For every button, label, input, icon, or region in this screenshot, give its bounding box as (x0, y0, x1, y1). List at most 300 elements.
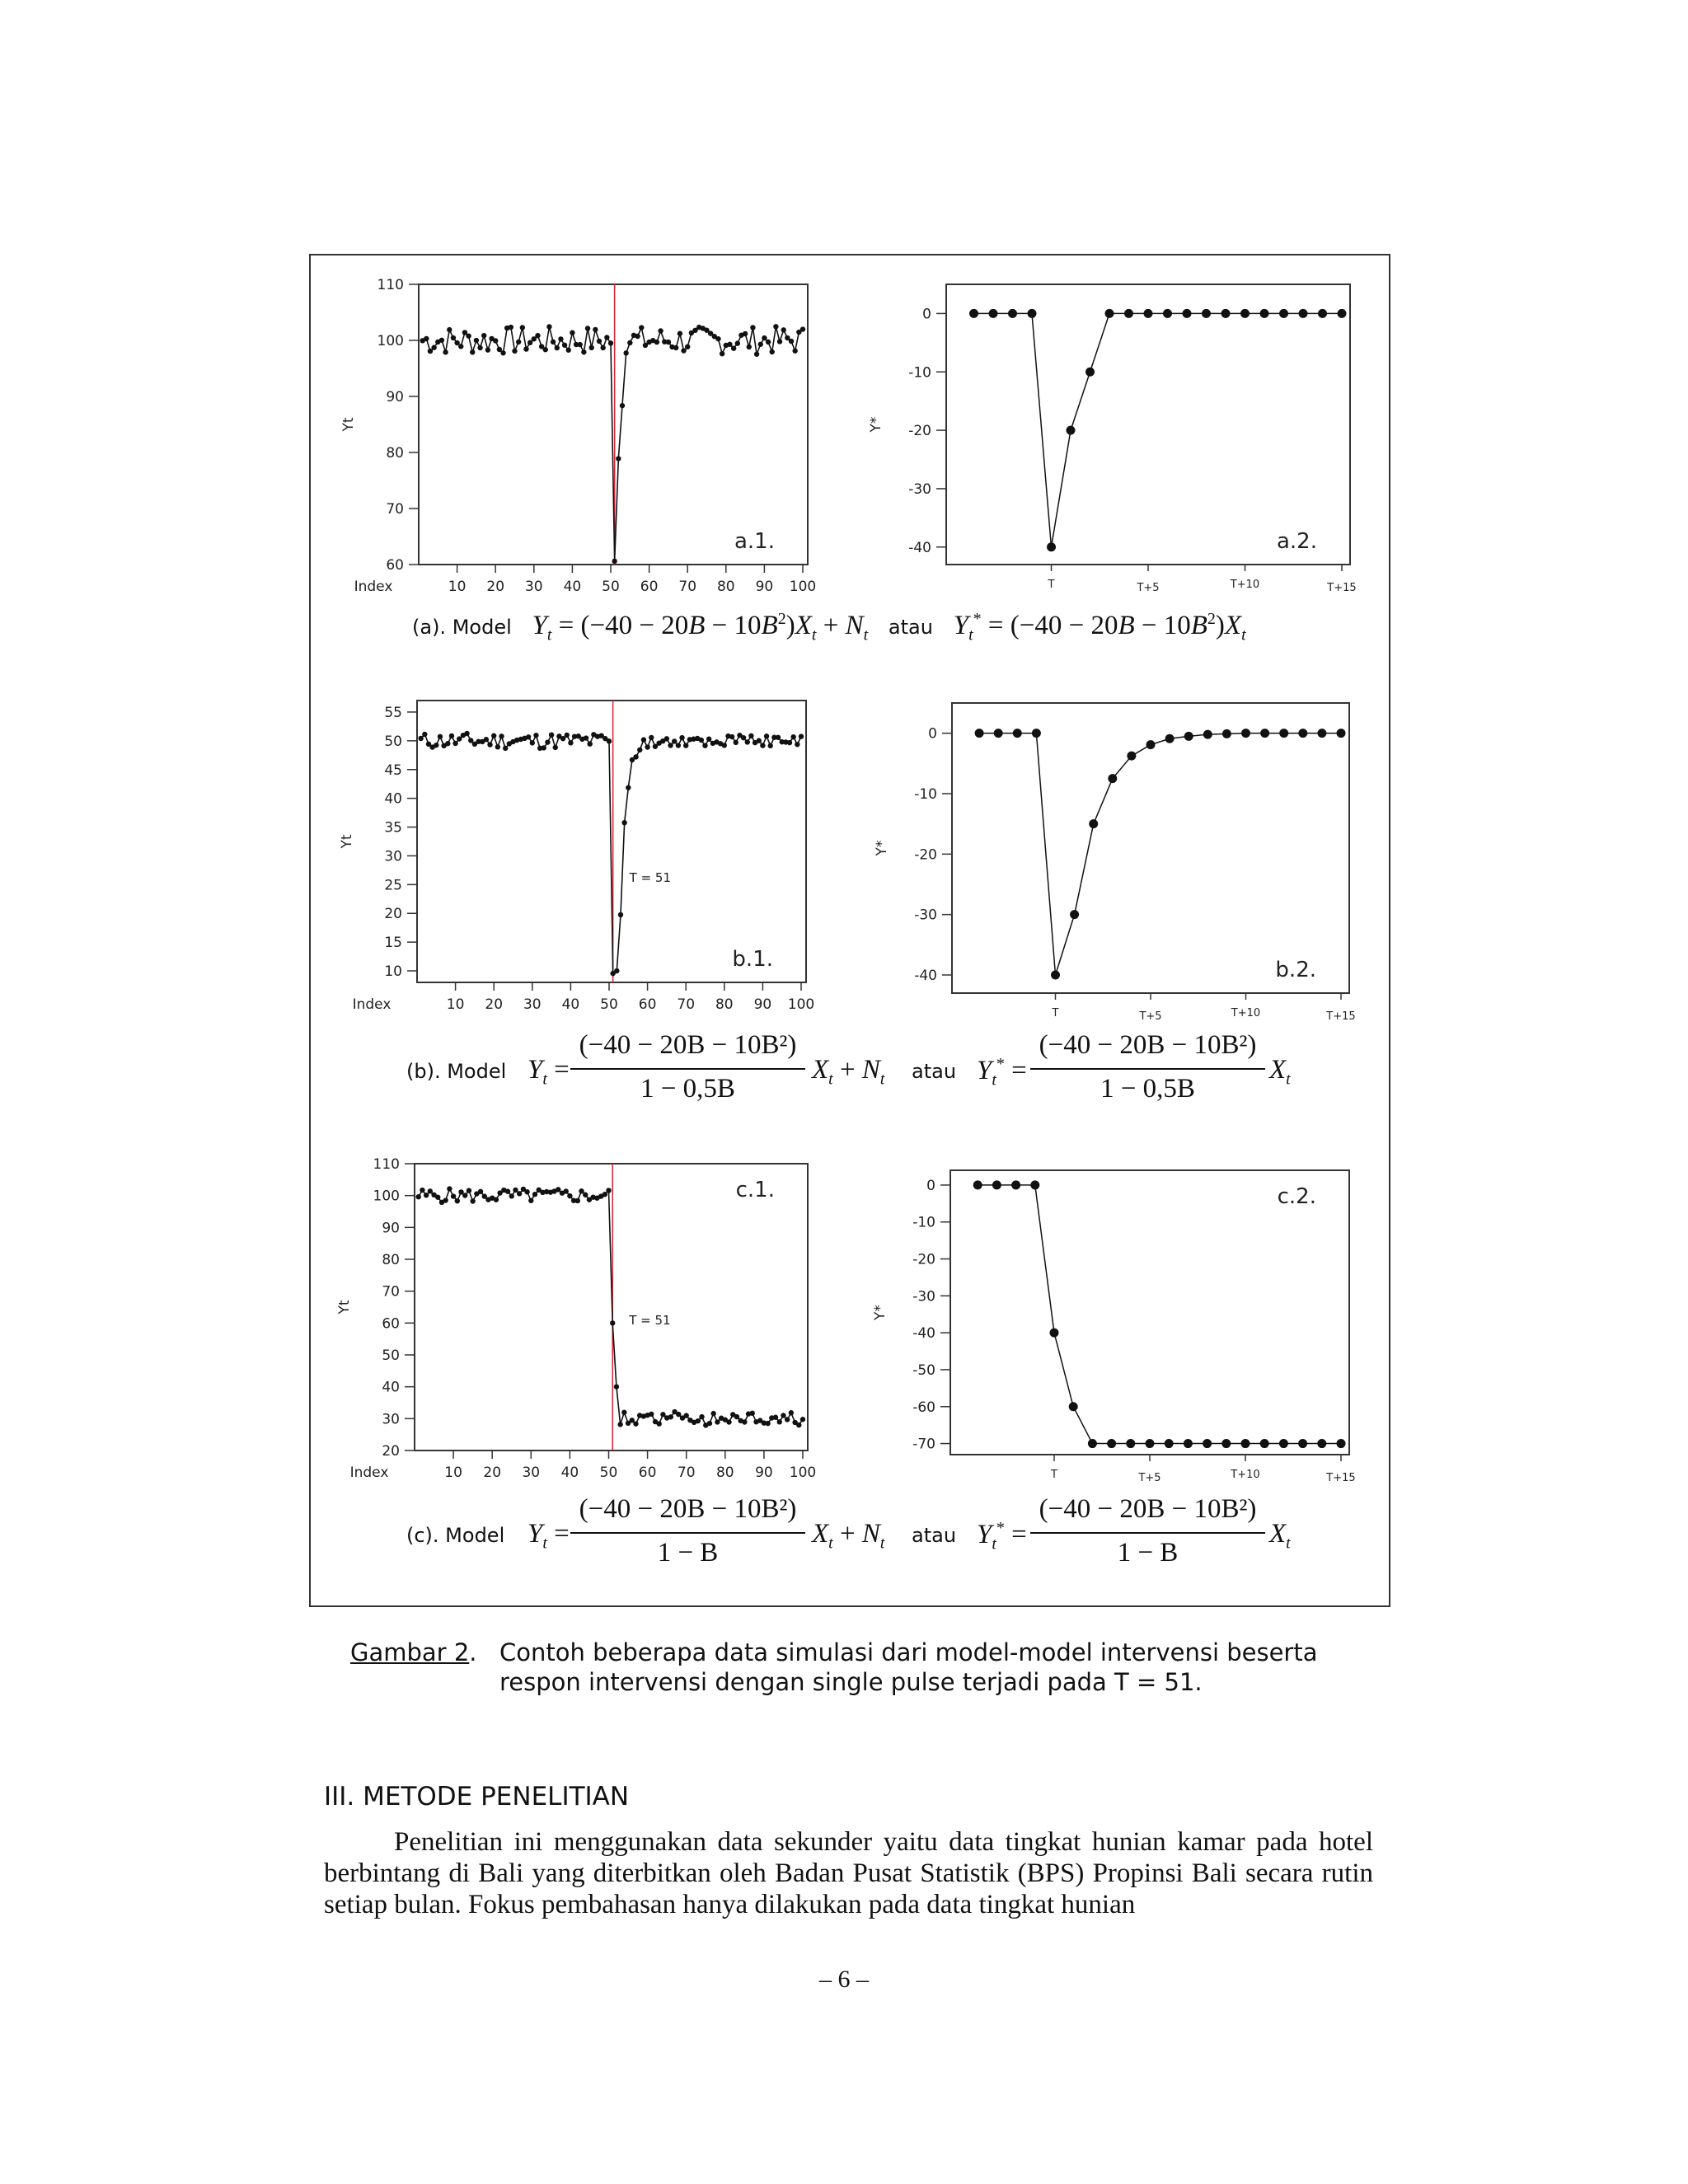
c2-point (1279, 1439, 1288, 1448)
c2-point (1069, 1402, 1078, 1411)
c1-xtick-label: 90 (755, 1465, 773, 1481)
a1-xtick-label: 90 (755, 579, 774, 595)
b1-xtick-label: 10 (446, 996, 465, 1013)
c1-plot-frame (415, 1164, 808, 1451)
a1-point (589, 345, 594, 350)
b1-point (584, 735, 588, 740)
equation-b-lhs2: $Y_t^*$ = (977, 1055, 1027, 1090)
c2-ylabel: Y* (872, 1305, 889, 1320)
a1-point (666, 340, 671, 344)
c1-xtick-label: 10 (444, 1465, 462, 1481)
c1-point (668, 1414, 673, 1419)
a2-point (1067, 426, 1076, 435)
c2-xtick-label: T+5 (1138, 1472, 1161, 1484)
c1-point (796, 1422, 801, 1427)
c1-point (603, 1192, 607, 1197)
a2-point (1105, 309, 1114, 318)
b1-point (664, 736, 669, 741)
c1-point (710, 1411, 715, 1416)
a1-point (558, 336, 563, 341)
b1-point (487, 742, 492, 747)
b2-ylabel: Y* (874, 840, 890, 856)
c1-point (524, 1189, 529, 1194)
c2-point (1317, 1439, 1326, 1448)
b1-point (626, 785, 631, 790)
b1-point (553, 745, 558, 750)
a2-point (1028, 309, 1037, 318)
c1-point (462, 1193, 467, 1197)
a1-point (570, 330, 574, 335)
c1-ytick-label: 50 (382, 1347, 400, 1364)
b2-point (1222, 729, 1231, 738)
b1-point (679, 735, 684, 740)
page-number: – 6 – (819, 1966, 869, 1993)
a1-point (585, 326, 590, 330)
b1-ylabel: Yt (339, 834, 355, 849)
c1-point (579, 1188, 584, 1193)
a1-xtick-label: 60 (640, 579, 659, 595)
c1-ytick-label: 30 (382, 1411, 400, 1428)
b1-point (449, 733, 454, 738)
b1-point (568, 740, 573, 745)
c1-point (435, 1195, 440, 1200)
b1-point (495, 744, 500, 749)
b1-xtick-label: 90 (753, 996, 772, 1013)
a1-point (604, 335, 609, 340)
c1-ytick-label: 60 (382, 1315, 400, 1333)
a1-point (777, 339, 782, 344)
b1-xtick-label: 60 (638, 996, 657, 1013)
a1-point (608, 340, 613, 345)
b1-point (702, 743, 707, 748)
a1-ytick-label: 100 (377, 333, 404, 349)
a1-point (443, 349, 448, 354)
a1-point (720, 351, 724, 356)
b1-point (503, 746, 508, 751)
c1-point (726, 1419, 731, 1424)
b2-ytick-label: -40 (914, 968, 937, 984)
c1-point (657, 1421, 662, 1426)
a1-point (481, 333, 486, 338)
b1-point (764, 733, 769, 738)
c2-point (973, 1180, 982, 1189)
a1-point (528, 340, 532, 345)
equation-c-denominator: 1 − B (657, 1538, 719, 1568)
c1-point (734, 1414, 739, 1419)
a1-panel-label: a.1. (734, 529, 775, 554)
b2-point (1032, 729, 1041, 738)
b1-point (734, 740, 738, 745)
equation-b-fraction-line (570, 1068, 805, 1070)
b1-point (549, 732, 554, 737)
c1-point (614, 1384, 619, 1389)
section-paragraph: Penelitian ini menggunakan data sekunder yaitu data tingkat hunian kamar pada hotel berbintang di Bali yang diterbitkan oleh Badan Pusat Statistik (BPS) Propinsi Bali secara rutin setiap bulan. Fokus pembahasan hanya dilakukan pada data tingkat hunian (324, 1827, 1373, 1919)
a1-point (593, 327, 598, 332)
b1-point (457, 736, 462, 741)
a1-point (485, 347, 490, 352)
a1-point (654, 340, 659, 344)
c2-ytick-label: -60 (912, 1399, 935, 1416)
b1-point (787, 740, 792, 745)
c1-point (649, 1412, 654, 1417)
c1-point (517, 1191, 522, 1196)
c1-point (699, 1414, 704, 1419)
b2-point (1089, 819, 1098, 828)
b1-point (633, 754, 638, 759)
b1-point (542, 745, 546, 750)
c1-point (428, 1188, 433, 1193)
c2-point (1011, 1180, 1020, 1189)
figure-caption-line1: Contoh beberapa data simulasi dari model-model intervensi beserta (499, 1638, 1318, 1666)
c1-point (707, 1421, 712, 1426)
a2-ytick-label: -20 (908, 423, 931, 440)
a1-point (685, 344, 690, 349)
b1-point (533, 733, 538, 738)
b1-ytick-label: 50 (384, 733, 402, 750)
c1-annotation: T = 51 (629, 1313, 671, 1328)
a2-ylabel: Y* (868, 416, 884, 433)
a2-series-line (974, 313, 1343, 546)
c2-ytick-label: -70 (912, 1436, 935, 1453)
c2-ytick-label: -50 (912, 1361, 935, 1379)
b1-annotation: T = 51 (629, 870, 672, 885)
a1-point (474, 338, 479, 343)
b1-point (614, 968, 619, 973)
a1-point (562, 343, 567, 348)
b1-point (757, 738, 762, 743)
c1-point (567, 1193, 572, 1198)
equation-b-denominator2: 1 − 0,5B (1100, 1074, 1195, 1104)
b1-point (799, 733, 804, 738)
b1-xtick-label: 70 (677, 996, 696, 1013)
c1-point (494, 1197, 499, 1202)
a1-point (727, 342, 732, 347)
a1-xlabel: Index (354, 579, 393, 595)
a1-point (758, 342, 763, 347)
b1-point (530, 740, 535, 745)
b1-point (452, 741, 457, 746)
a2-point (1183, 309, 1192, 318)
b1-xtick-label: 30 (523, 996, 542, 1013)
a1-point (673, 345, 678, 350)
equation-a-label: (a). Model (412, 616, 512, 639)
c1-point (478, 1189, 483, 1194)
b2-point (1337, 729, 1346, 738)
b1-point (676, 743, 681, 748)
a2-ytick-label: -30 (908, 480, 931, 498)
a1-point (639, 325, 644, 330)
a1-point (800, 326, 805, 331)
a2-point (1124, 309, 1133, 318)
a2-point (1318, 309, 1327, 318)
c1-xtick-label: 40 (560, 1465, 579, 1481)
c2-ytick-label: -30 (912, 1288, 935, 1305)
a2-ytick-label: -40 (908, 539, 931, 556)
a1-point (792, 349, 797, 354)
b1-point (672, 738, 677, 743)
a1-ytick-label: 80 (386, 445, 404, 462)
b2-point (1184, 732, 1193, 741)
c2-ytick-label: -40 (912, 1325, 935, 1343)
a1-point (658, 328, 663, 333)
equation-b-label: (b). Model (406, 1060, 507, 1083)
b1-ytick-label: 10 (384, 963, 402, 981)
c1-xtick-label: 80 (715, 1465, 734, 1481)
c1-point (443, 1197, 448, 1202)
c1-point (606, 1188, 611, 1193)
c1-point (621, 1410, 626, 1415)
c1-point (467, 1188, 471, 1193)
c1-point (684, 1413, 689, 1418)
c1-point (575, 1198, 580, 1203)
c1-point (451, 1193, 456, 1198)
b2-xtick-label: T+15 (1326, 1010, 1356, 1023)
a1-point (581, 349, 586, 354)
b1-point (760, 743, 765, 748)
equation-c-rhs2: $X_t$ (1269, 1519, 1291, 1553)
c2-point (1241, 1439, 1250, 1448)
c2-point (1184, 1439, 1193, 1448)
c1-point (742, 1419, 747, 1424)
c1-point (447, 1186, 452, 1191)
c2-point (1107, 1439, 1116, 1448)
b1-point (418, 736, 423, 741)
b1-ytick-label: 25 (384, 877, 402, 894)
b1-point (795, 742, 799, 747)
a2-point (1085, 368, 1095, 377)
a2-point (969, 309, 978, 318)
c1-ylabel: Yt (336, 1300, 353, 1315)
b1-point (464, 731, 469, 736)
c2-xtick-label: T+15 (1326, 1472, 1356, 1484)
c1-point (781, 1413, 785, 1418)
equation-b-fraction-line2 (1030, 1068, 1265, 1070)
a1-xtick-label: 30 (524, 579, 543, 595)
a1-xtick-label: 100 (789, 579, 817, 595)
equation-c-atau: atau (912, 1524, 957, 1547)
equation-b-lhs: $Y_t$ = (528, 1055, 570, 1089)
b1-point (668, 743, 673, 748)
equation-b-rhs: $X_t + N_t$ (812, 1055, 885, 1089)
equation-b-atau: atau (912, 1060, 957, 1083)
a1-point (789, 339, 794, 344)
c1-point (528, 1198, 533, 1203)
a1-point (566, 348, 571, 353)
b1-series-line (421, 733, 801, 973)
b1-xtick-label: 80 (715, 996, 734, 1013)
c1-point (563, 1188, 568, 1193)
c1-point (773, 1415, 778, 1420)
c2-ytick-label: -10 (912, 1214, 935, 1231)
c1-xtick-label: 30 (522, 1465, 541, 1481)
a1-point (470, 349, 475, 354)
b2-xtick-label: T+5 (1139, 1010, 1162, 1023)
c1-point (617, 1422, 622, 1427)
b1-point (699, 738, 704, 743)
b1-ytick-label: 30 (384, 848, 402, 865)
a1-point (766, 340, 771, 344)
b1-xtick-label: 50 (600, 996, 618, 1013)
c1-point (610, 1320, 615, 1325)
a1-xtick-label: 10 (448, 579, 467, 595)
a1-point (678, 331, 682, 336)
b2-point (1070, 910, 1079, 919)
b1-point (545, 739, 550, 744)
b1-point (741, 735, 746, 740)
b2-point (1146, 740, 1156, 749)
c1-ytick-label: 40 (382, 1379, 400, 1396)
c2-plot-frame (950, 1170, 1349, 1455)
a1-point (431, 345, 436, 350)
b2-ytick-label: 0 (928, 725, 937, 743)
b1-point (645, 744, 649, 749)
equation-c-fraction-line2 (1030, 1532, 1265, 1534)
b2-ytick-label: -20 (914, 846, 937, 864)
a2-point (1202, 309, 1211, 318)
b1-point (445, 741, 450, 746)
a1-point (578, 342, 583, 347)
a2-point (1299, 309, 1308, 318)
equation-c-label: (c). Model (406, 1524, 505, 1547)
c1-point (424, 1193, 429, 1197)
c1-point (777, 1419, 782, 1424)
a1-point (735, 340, 740, 345)
a2-point (1260, 309, 1269, 318)
a1-point (477, 345, 482, 350)
b2-panel-label: b.2. (1275, 958, 1316, 982)
a2-ytick-label: -10 (908, 364, 931, 382)
a2-point (1008, 309, 1017, 318)
a1-point (743, 331, 748, 336)
b1-point (484, 737, 489, 742)
b1-point (683, 743, 688, 748)
b1-point (641, 737, 646, 742)
equation-b-rhs2: $X_t$ (1269, 1055, 1291, 1089)
c2-point (1030, 1180, 1039, 1189)
a1-point (523, 346, 528, 351)
c1-point (765, 1421, 770, 1426)
b2-point (1317, 729, 1326, 738)
c2-point (1126, 1439, 1135, 1448)
a1-point (781, 327, 786, 332)
equation-c-lhs: $Y_t$ = (528, 1519, 570, 1553)
a2-point (1240, 309, 1250, 318)
c1-point (420, 1188, 424, 1193)
a1-point (597, 339, 602, 344)
c2-point (1203, 1439, 1212, 1448)
b1-point (607, 738, 612, 743)
b1-point (722, 743, 727, 748)
equation-c-rhs: $X_t + N_t$ (812, 1519, 885, 1553)
a1-point (493, 338, 498, 343)
a1-point (546, 324, 551, 329)
a1-point (451, 335, 456, 340)
a1-point (509, 325, 513, 330)
b1-ytick-label: 35 (384, 819, 402, 837)
c2-point (1337, 1439, 1346, 1448)
c1-series-line (419, 1188, 803, 1425)
b1-point (790, 734, 795, 739)
figure-caption-label: Gambar 2. (350, 1638, 477, 1666)
a1-point (543, 347, 548, 352)
b1-ytick-label: 15 (384, 935, 402, 952)
c1-point (800, 1417, 805, 1422)
equation-a: (a). Model $Y_t = (-40 - 20B - 10B^2)X_t + N_t$ atau $Y_t^* = (-40 - 20B - 10B^2)X_t$ (412, 610, 1246, 644)
c1-xtick-label: 60 (638, 1465, 657, 1481)
c1-xlabel: Index (349, 1465, 389, 1481)
b2-ytick-label: -30 (914, 907, 937, 924)
a2-xtick-label: T+5 (1137, 582, 1160, 594)
c2-ytick-label: -20 (912, 1251, 935, 1268)
c2-point (992, 1180, 1001, 1189)
a1-point (681, 348, 686, 353)
c1-panel-label: c.1. (735, 1178, 775, 1202)
b1-ytick-label: 20 (384, 906, 402, 923)
a1-ytick-label: 70 (386, 501, 404, 518)
a1-point (447, 327, 452, 332)
c2-panel-label: c.2. (1277, 1184, 1316, 1209)
equation-c-numerator: (−40 − 20B − 10B²) (579, 1494, 797, 1524)
a1-point (612, 559, 617, 564)
a2-panel-label: a.2. (1276, 529, 1317, 554)
a1-point (773, 324, 778, 329)
a1-ytick-label: 90 (386, 389, 404, 405)
a1-xtick-label: 20 (486, 579, 505, 595)
c2-xtick-label: T (1051, 1469, 1057, 1481)
a1-point (428, 349, 433, 354)
c1-point (416, 1194, 421, 1199)
c2-point (1260, 1439, 1269, 1448)
a1-point (747, 344, 752, 349)
c1-point (789, 1410, 794, 1415)
b1-point (776, 735, 781, 740)
c1-xtick-label: 20 (483, 1465, 502, 1481)
b1-point (491, 733, 496, 738)
a1-point (762, 335, 767, 340)
a1-plot-frame (419, 284, 808, 565)
b1-point (618, 912, 623, 917)
a1-point (535, 333, 540, 338)
c2-ytick-label: 0 (926, 1177, 935, 1194)
a1-point (600, 345, 605, 350)
c1-point (509, 1193, 514, 1198)
b2-point (975, 729, 984, 738)
a1-point (616, 456, 621, 461)
b2-ytick-label: -10 (914, 786, 937, 803)
b1-point (637, 748, 642, 752)
a1-point (731, 345, 736, 350)
c1-point (696, 1418, 701, 1423)
a1-xtick-label: 40 (563, 579, 582, 595)
c1-point (556, 1187, 560, 1192)
c1-point (676, 1412, 681, 1417)
b1-point (526, 734, 531, 739)
b1-point (748, 733, 753, 738)
a1-point (620, 403, 625, 408)
c1-point (505, 1188, 510, 1193)
b2-point (1298, 729, 1307, 738)
b1-xtick-label: 20 (485, 996, 504, 1013)
c1-point (633, 1421, 638, 1426)
figure-caption-line2: respon intervensi dengan single pulse terjadi pada T = 51. (499, 1668, 1203, 1696)
a2-point (1047, 542, 1056, 551)
a1-point (466, 333, 471, 338)
a2-xtick-label: T+10 (1230, 579, 1260, 591)
equation-b-numerator2: (−40 − 20B − 10B²) (1039, 1030, 1257, 1060)
a1-point (424, 336, 429, 341)
equation-c-fraction-line (570, 1532, 805, 1534)
equation-a-atau: atau (888, 616, 933, 639)
